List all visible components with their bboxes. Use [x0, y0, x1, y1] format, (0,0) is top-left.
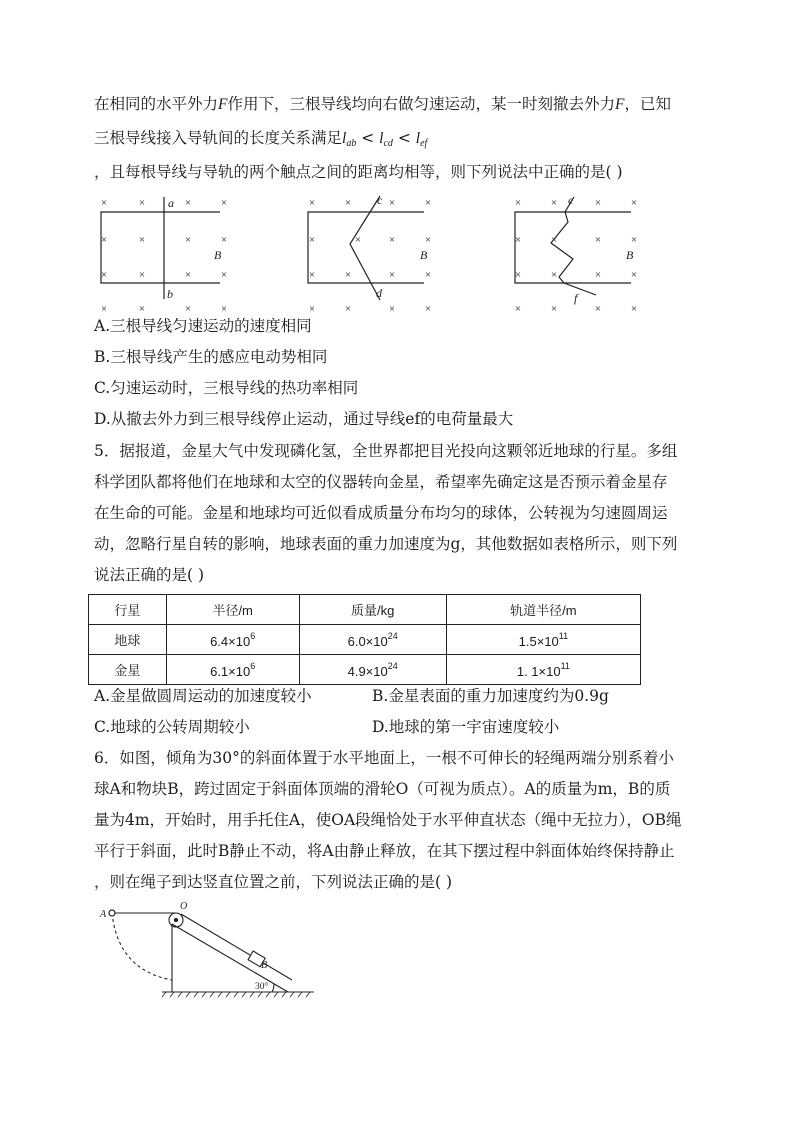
q5-option-d[interactable]: D.地球的第一宇宙速度较小: [372, 718, 560, 736]
q4-option-b[interactable]: B.三根导线产生的感应电动势相同: [94, 348, 328, 366]
field-cross: ×: [388, 269, 396, 281]
field-cross: ×: [138, 269, 146, 281]
rail-frame-3: [515, 212, 631, 283]
q6-stem-line-5: ，则在绳子到达竖直位置之前，下列说法正确的是( ): [94, 873, 453, 891]
field-cross: ×: [424, 234, 432, 246]
table-row: [89, 655, 641, 685]
field-cross: ×: [630, 303, 638, 315]
field-cross: ×: [100, 303, 108, 315]
mass-cell: $4.9\times 10^{24}$: [299, 655, 446, 685]
q5-option-b[interactable]: B.金星表面的重力加速度约为0.9g: [372, 687, 609, 705]
q4-option-a[interactable]: A.三根导线匀速运动的速度相同: [94, 317, 312, 335]
table-header: 半径/m: [166, 595, 299, 625]
q4-option-d[interactable]: D.从撤去外力到三根导线停止运动，通过导线ef的电荷量最大: [94, 410, 514, 428]
ball-A: [109, 910, 115, 916]
field-cross: ×: [138, 197, 146, 209]
field-cross: ×: [308, 197, 316, 209]
field-cross: ×: [308, 303, 316, 315]
field-cross: ×: [388, 234, 396, 246]
field-cross: ×: [184, 269, 192, 281]
angle-arc: [272, 984, 274, 992]
field-cross: ×: [220, 303, 228, 315]
radius-cell: $6.1\times 10^6$: [166, 655, 299, 685]
field-cross: ×: [184, 234, 192, 246]
q5-stem-line-5: 说法正确的是( ): [94, 566, 205, 584]
q5-stem-line-2: 科学团队都将他们在地球和太空的仪器转向金星，希望率先确定这是否预示着金星存: [94, 473, 668, 491]
q5-stem-line-4: 动，忽略行星自转的影响，地球表面的重力加速度为g，其他数据如表格所示，则下列: [94, 535, 678, 553]
angle-label: 30°: [255, 982, 269, 992]
field-cross: ×: [344, 197, 352, 209]
label-e: e: [568, 193, 574, 207]
field-cross: ×: [138, 234, 146, 246]
label-B-3: B: [626, 248, 634, 262]
field-cross: ×: [550, 303, 558, 315]
field-cross: ×: [550, 197, 558, 209]
planet-data-table: [88, 594, 641, 685]
label-a: a: [168, 196, 174, 210]
field-cross: ×: [100, 197, 108, 209]
field-cross: ×: [100, 269, 108, 281]
q4-stem-line-1: 在相同的水平外力F作用下，三根导线均向右做匀速运动，某一时刻撤去外力F，已知: [94, 95, 671, 113]
field-cross: ×: [184, 303, 192, 315]
field-cross: ×: [220, 197, 228, 209]
orbit-cell: 1. $1\times 10^{11}$: [446, 655, 640, 685]
ground-hatching: [162, 992, 310, 997]
swing-path: [112, 913, 172, 980]
orbit-cell: $1.5\times 10^{11}$: [446, 625, 640, 655]
label-f: f: [574, 291, 578, 305]
q5-option-c[interactable]: C.地球的公转周期较小: [94, 718, 250, 736]
field-cross: ×: [514, 303, 522, 315]
planet-name: 地球: [89, 625, 167, 655]
field-cross: ×: [424, 303, 432, 315]
label-O: O: [180, 901, 188, 912]
field-cross: ×: [424, 269, 432, 281]
q4-rails-figure: [96, 192, 636, 317]
field-cross: ×: [344, 303, 352, 315]
q5-stem-line-1: 5．据报道，金星大气中发现磷化氢，全世界都把目光投向这颗邻近地球的行星。多组: [94, 442, 678, 460]
label-B-1: B: [214, 248, 222, 262]
field-cross: ×: [594, 234, 602, 246]
field-cross: ×: [220, 234, 228, 246]
mass-cell: $6.0\times 10^{24}$: [299, 625, 446, 655]
table-header: 行星: [89, 595, 167, 625]
label-b: b: [167, 287, 173, 301]
rail-frame-2: [308, 212, 424, 283]
label-B-2: B: [420, 248, 428, 262]
field-cross: ×: [550, 269, 558, 281]
q6-stem-line-1: 6．如图，倾角为30°的斜面体置于水平地面上，一根不可伸长的轻绳两端分别系着小: [94, 749, 674, 767]
label-d: d: [376, 286, 382, 300]
incline-slope: [172, 924, 288, 992]
q5-option-a[interactable]: A.金星做圆周运动的加速度较小: [94, 687, 312, 705]
label-c: c: [377, 193, 383, 207]
table-header-row: [89, 595, 641, 625]
field-cross: ×: [594, 197, 602, 209]
field-cross: ×: [594, 269, 602, 281]
q6-stem-line-2: 球A和物块B，跨过固定于斜面体顶端的滑轮O（可视为质点）。A的质量为m，B的质: [94, 780, 671, 798]
field-cross: ×: [424, 197, 432, 209]
field-cross: ×: [550, 234, 558, 246]
radius-cell: $6.4\times 10^6$: [166, 625, 299, 655]
incline-pulley-figure: [96, 900, 326, 1000]
field-cross: ×: [630, 269, 638, 281]
q6-stem-line-4: 平行于斜面，此时B静止不动，将A由静止释放，在其下摆过程中斜面体始终保持静止: [94, 842, 675, 860]
field-cross: ×: [514, 234, 522, 246]
rope-OB: [181, 914, 292, 980]
table-row: [89, 625, 641, 655]
q4-option-c[interactable]: C.匀速运动时，三根导线的热功率相同: [94, 379, 359, 397]
field-cross: ×: [184, 197, 192, 209]
field-cross: ×: [594, 303, 602, 315]
q6-stem-line-3: 量为4m，开始时，用手托住A，使OA段绳恰处于水平伸直状态（绳中无拉力），OB绳: [94, 811, 682, 829]
field-cross: ×: [630, 234, 638, 246]
field-cross: ×: [138, 303, 146, 315]
table-header: 质量/kg: [299, 595, 446, 625]
field-cross: ×: [514, 197, 522, 209]
rail-frame-1: [101, 212, 220, 283]
q4-stem-line-3: ，且每根导线与导轨的两个触点之间的距离均相等，则下列说法中正确的是( ): [94, 163, 623, 181]
planet-name: 金星: [89, 655, 167, 685]
q4-stem-line-2: 三根导线接入导轨间的长度关系满足$l_{ab} < l_{cd} < l_{ef}$: [94, 129, 428, 149]
label-A: A: [100, 909, 107, 920]
field-cross: ×: [220, 269, 228, 281]
field-cross: ×: [344, 269, 352, 281]
field-cross: ×: [514, 269, 522, 281]
field-cross: ×: [388, 303, 396, 315]
field-cross: ×: [308, 269, 316, 281]
table-header: 轨道半径/m: [446, 595, 640, 625]
field-cross: ×: [308, 234, 316, 246]
field-cross: ×: [354, 234, 362, 246]
field-cross: ×: [100, 234, 108, 246]
field-cross: ×: [388, 197, 396, 209]
label-B: B: [261, 960, 268, 971]
q5-stem-line-3: 在生命的可能。金星和地球均可近似看成质量分布均匀的球体，公转视为匀速圆周运: [94, 504, 668, 522]
field-cross: ×: [630, 197, 638, 209]
